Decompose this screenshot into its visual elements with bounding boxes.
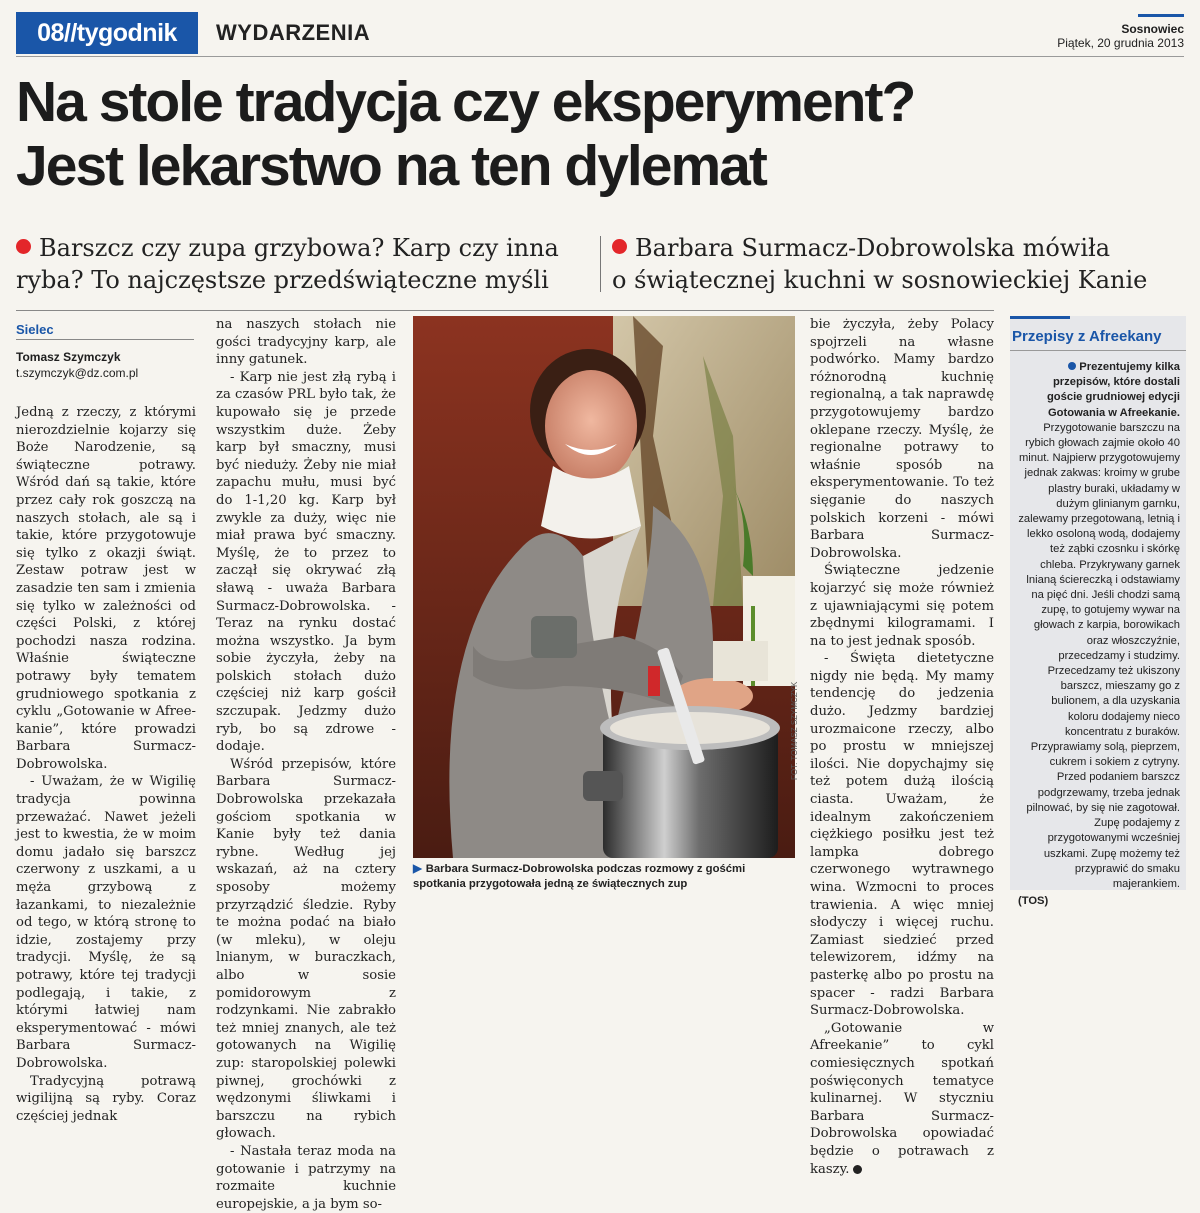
- paragraph: Tradycyjną potrawą wigilijną są ryby. Coraz częściej jednak: [16, 1073, 196, 1124]
- paragraph-text: „Gotowanie w Afreekanie” to cykl comiesięcznych spotkań poświęconych tematyce kulinarnej. W styczniu Barbara Surmacz-Dobrowolska opowiadać będzie o potrawach z kaszy.: [810, 1020, 994, 1177]
- paragraph: - Święta dietetyczne nigdy nie będą. My mamy tendencję do jedzenia dużo. Jedzmy bardziej urozmaicone rzeczy, albo po prostu w mniejszej ilości. Nie dopychajmy się też potem dużą ilością ciasta. Uważam, że idealnym zakończeniem ciężkiego posiłku jest też lampka dobrego czerwonego wytrawnego wina. Wzmocni to proces trawienia. A więc mniej słodyczy i więcej ruchu. Zamiast siedzieć przed telewizorem, idźmy na pasterkę albo po prostu na spacer - radzi Barbara Surmacz-Dobrowolska.: [810, 651, 994, 1019]
- lead-left: [16, 232, 559, 296]
- paragraph: Wśród przepisów, które Barbara Surmacz-Dobrowolska przekazała gościom spotkania w Kanie były też dania rybne. Według jej wskazań, aż na cztery sposoby możemy przyrządzić śledzie. Ryby te można podać na biało (w mleku), w oleju lnianym, w buraczkach, albo w sosie pomidorowym z rodzynkami. Nie zabrakło też mniej znanych, ale też gotowanych na Wigilię zup: staropolskiej polewki piwnej, grochówki z wędzonymi śliwkami i barszczu na rybich głowach.: [216, 756, 396, 1142]
- article-top-rule: [16, 310, 994, 311]
- city-accent-bar: [1138, 14, 1184, 17]
- red-bullet-icon: [612, 239, 627, 254]
- lead-left-line-2: ryba? To najczęstsze przedświąteczne myśli: [16, 266, 549, 294]
- photo-illustration: [413, 316, 795, 858]
- sidebar-rule: [1010, 350, 1186, 351]
- article-column-3: [810, 316, 994, 1178]
- lead-right: [612, 232, 1147, 296]
- paragraph: - Uważam, że w Wigilię tradycja powinna przeważać. Nawet jeżeli jest to kwestia, że w moim domu jadało się barszcz czerwony z uszkami, a u męża grzybową z łazankami, to niezależnie od tego, w którą stronę to idzie, zostajemy przy tradycji. Myślę, że są potrawy, które tej tradycji podlegają, i takie, z którymi łatwiej nam eksperymentować - mówi Barbara Surmacz-Dobrowolska.: [16, 774, 196, 1071]
- headline-line-2: Jest lekarstwo na ten dylemat: [16, 134, 766, 198]
- headline-line-1: Na stole tradycja czy eksperyment?: [16, 70, 915, 134]
- city-label: Sosnowiec: [1121, 22, 1184, 36]
- sidebar-accent-bar: [1010, 316, 1070, 319]
- lead-right-line-1: Barbara Surmacz-Dobrowolska mówiła: [635, 234, 1111, 262]
- end-of-article-icon: [853, 1165, 862, 1174]
- sidebar-intro: Prezentujemy kilka przepisów, które dostali goście grudniowej edycji Gotowania w Afreekanie.: [1046, 361, 1180, 419]
- article-column-1: [16, 404, 196, 1125]
- paragraph: - Karp nie jest złą rybą i za czasów PRL było tak, że kupowało się je przede wszystkim duże. Żeby karp był smaczny, musi być nieduży. Żeby nie miał zapachu mułu, musi być do 1-1,20 kg. Karp był zwykle za duży, więc nie miał prawa być smaczny. Myślę, że to przez to zaczął się okrywać złą sławą - uważa Barbara Surmacz-Dobrowolska. - Teraz na rynku dostać można wszystko. Ja bym sobie życzyła, żeby na polskich stołach dużo częściej niż karp gościł szczupak. Jedzmy dużo ryb, bo są zdrowe - dodaje.: [216, 369, 396, 755]
- paragraph: [810, 1020, 994, 1178]
- paragraph: na naszych stołach nie gości tradycyjny karp, ale inny gatunek.: [216, 317, 396, 368]
- paragraph: Jedną z rzeczy, z którymi nierozdzielnie kojarzy się Boże Narodzenie, są świąteczne potrawy. Wśród dań są takie, które przez cały rok goszczą na naszych stołach, ale są i takie, które przygotowuje się tylko z okazji świąt. Zestaw potraw jest w zasadzie ten sam i zmienia się tylko w zależności od części Polski, z której pochodzi nasza rodzina. Właśnie świąteczne potrawy były tematem grudniowego spotkania z cyklu „Gotowanie w Afree-kanie”, które prowadzi Barbara Surmacz-Dobrowolska.: [16, 405, 196, 772]
- sidebar-title: Przepisy z Afreekany: [1012, 328, 1162, 345]
- sidebar-body: [1018, 360, 1180, 909]
- photo-caption-text: Barbara Surmacz-Dobrowolska podczas rozmowy z gośćmi spotkania przygotowała jedną ze świątecznych zup: [413, 863, 746, 890]
- dateline: Sielec: [16, 322, 54, 337]
- lead-left-line-1: Barszcz czy zupa grzybowa? Karp czy inna: [39, 234, 559, 262]
- author-name: Tomasz Szymczyk: [16, 350, 121, 364]
- red-bullet-icon: [16, 239, 31, 254]
- issue-date: Piątek, 20 grudnia 2013: [1057, 36, 1184, 50]
- paragraph: bie życzyła, żeby Polacy spojrzeli na własne podwórko. Mamy bardzo różnorodną kuchnię regionalną, a tak naprawdę przygotowujemy bardzo oklepane rzeczy. Myślę, że regionalne potrawy to właśnie sposób na eksperymentowanie. To też sięganie do naszych polskich korzeni - mówi Barbara Surmacz-Dobrowolska.: [810, 317, 994, 561]
- paragraph: Świąteczne jedzenie kojarzyć się może również z ujawniającymi się potem zbędnymi kilogramami. I na to jest jednak sposób.: [810, 563, 994, 649]
- dateline-rule: [16, 339, 194, 340]
- masthead-badge: 08//tygodnik: [16, 12, 198, 54]
- blue-bullet-icon: [1068, 362, 1076, 370]
- header-divider: [16, 56, 1184, 57]
- headline: [16, 70, 1186, 198]
- paragraph: - Nastała teraz moda na gotowanie i patrzymy na rozmaite kuchnie europejskie, a ja bym so-: [216, 1143, 396, 1212]
- section-label: WYDARZENIA: [216, 20, 371, 45]
- sidebar-signature: (TOS): [1018, 895, 1049, 908]
- author-email[interactable]: t.szymczyk@dz.com.pl: [16, 366, 139, 380]
- lead-divider: [600, 236, 601, 292]
- photo-credit: FOT. TOMASZ SZYMCZYK: [790, 681, 799, 780]
- article-photo: [413, 316, 795, 858]
- sidebar-recipe: Przygotowanie barszczu na rybich głowach zajmie około 40 minut. Najpierw przygotowujemy jednak zakwas: kroimy w grube plastry buraki, układamy w dużym glinianym garnku, zalewamy przegotowaną, letnią i lekko osoloną wodą, dodajemy też ząbki czosnku i skórkę chleba. Przykrywany garnek lnianą ściereczką i odstawiamy na pięć dni. Jeśli chodzi samą zupę, to gotujemy wywar na głowach z karpia, borowikach oraz włoszczyźnie, przecedzamy i studzimy. Przecedzamy też ukiszony barszcz, mieszamy go z bulionem, a dla uzyskania koloru dodajemy nieco koncentratu z buraków. Przyprawiamy solą, pieprzem, cukrem i sokiem z cytryny. Przed podaniem barszcz podgrzewamy, trzeba jednak pilnować, by się nie zagotował. Zupę podajemy z przygotowanymi wcześniej uszkami. Zupę możemy też przyprawić do smaku majerankiem.: [1018, 421, 1180, 890]
- photo-caption: [413, 862, 798, 892]
- sidebar-text: [1018, 360, 1180, 892]
- lead-right-line-2: o świątecznej kuchni w sosnowieckiej Kanie: [612, 266, 1148, 294]
- caption-arrow-icon: ▶: [413, 863, 422, 875]
- article-column-2: [216, 316, 396, 1213]
